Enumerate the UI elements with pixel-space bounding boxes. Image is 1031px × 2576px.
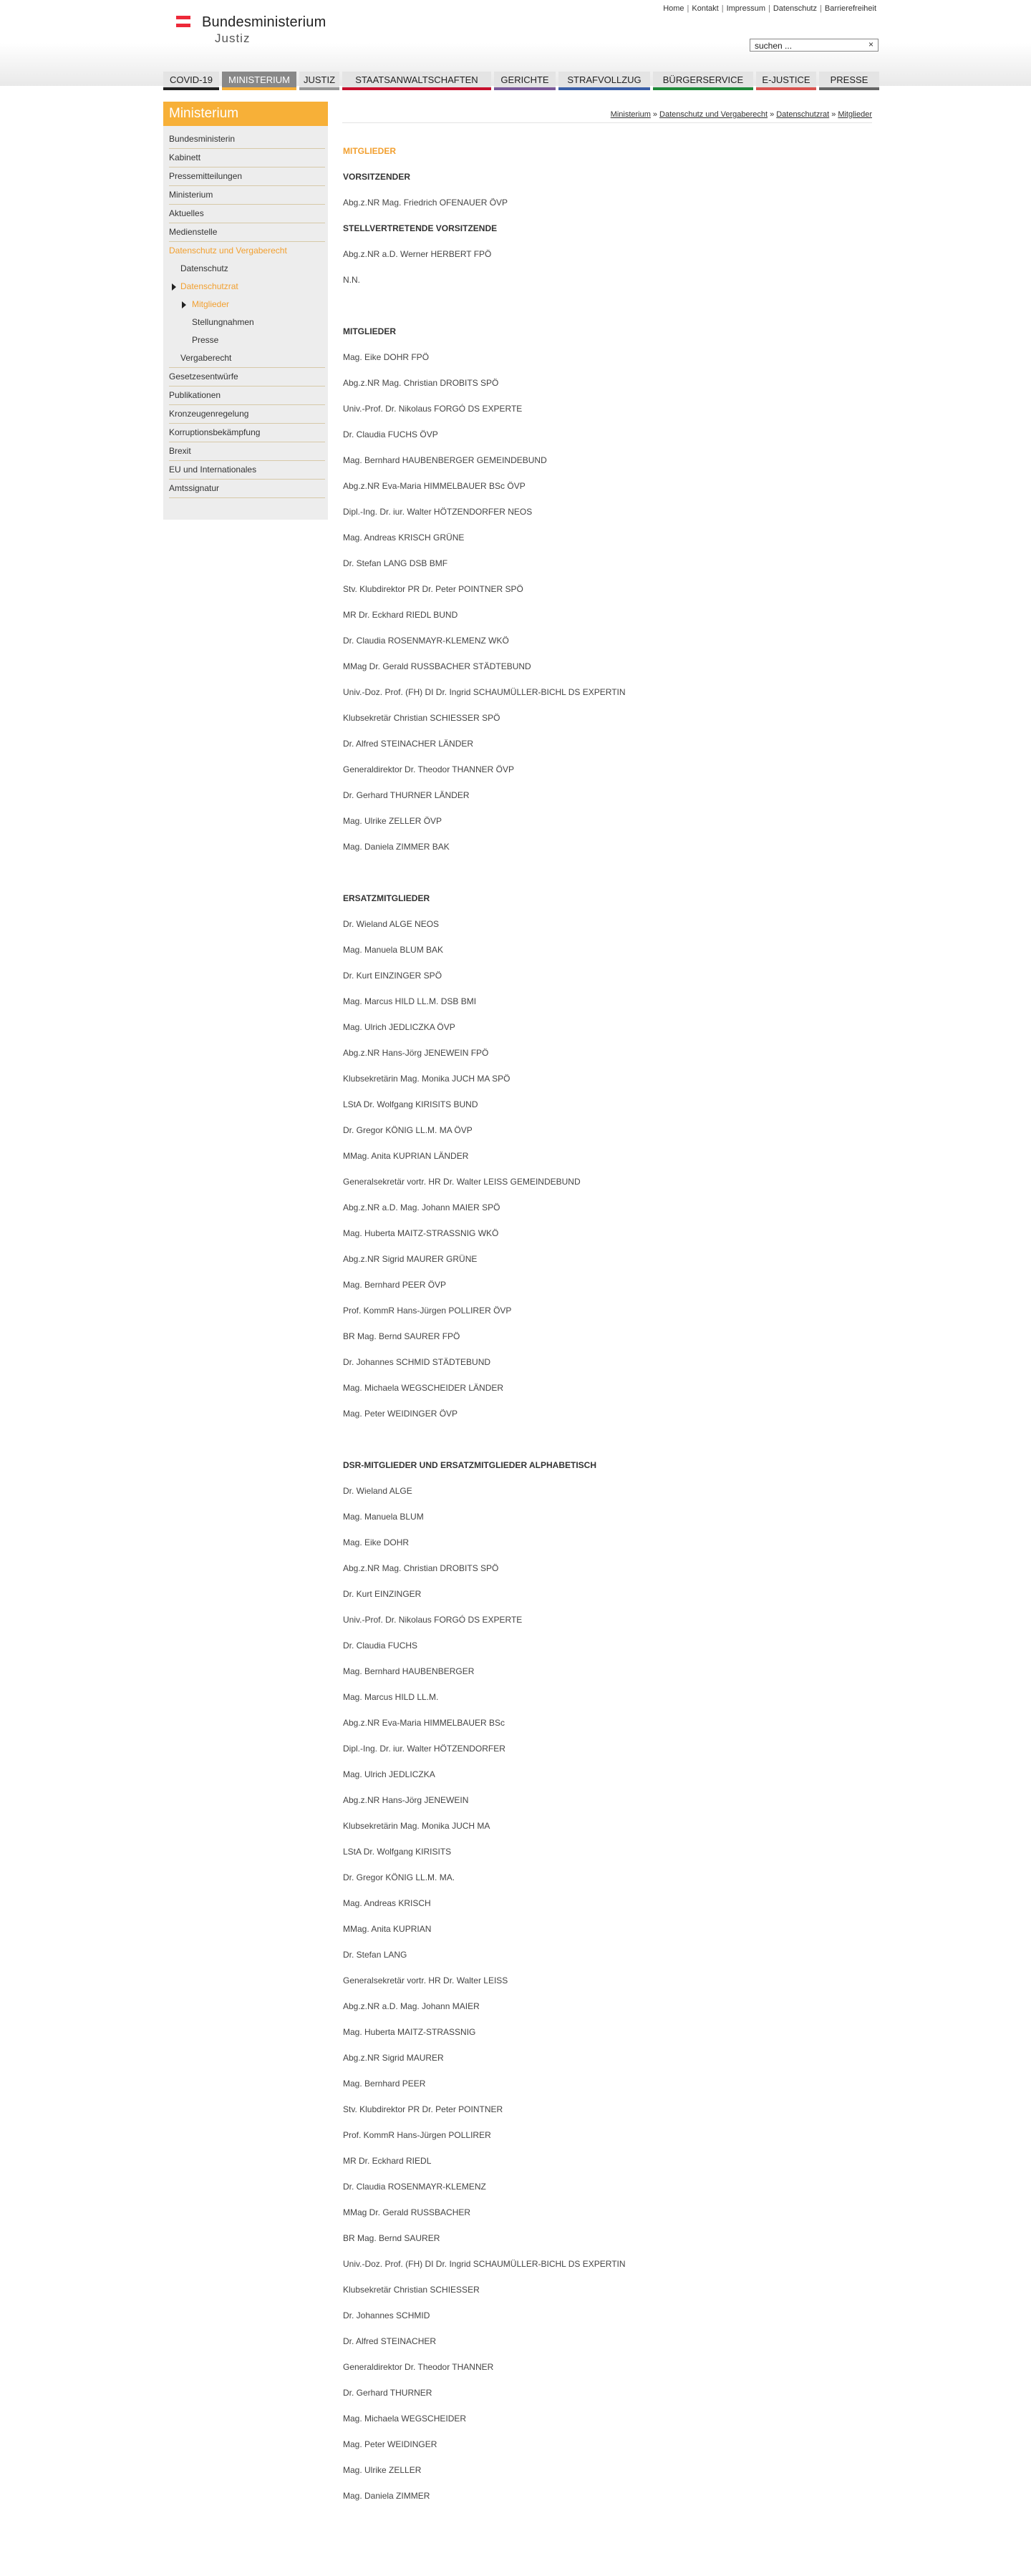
sidebar-title: Ministerium bbox=[163, 102, 328, 126]
member-entry: Mag. Manuela BLUM bbox=[343, 1512, 424, 1522]
member-entry: MR Dr. Eckhard RIEDL BUND bbox=[343, 610, 458, 620]
nav-tab-gerichte[interactable] bbox=[494, 72, 556, 90]
member-entry: MMag Dr. Gerald RUSSBACHER bbox=[343, 2207, 471, 2217]
mitglieder-list bbox=[343, 352, 858, 867]
member-entry: Abg.z.NR a.D. Mag. Johann MAIER SPÖ bbox=[343, 1202, 500, 1212]
member-entry: MR Dr. Eckhard RIEDL bbox=[343, 2156, 432, 2166]
search-box bbox=[750, 39, 878, 52]
member-entry: Mag. Ulrike ZELLER ÖVP bbox=[343, 816, 442, 826]
top-link-separator: | bbox=[820, 4, 822, 13]
page-title: MITGLIEDER bbox=[343, 146, 396, 156]
member-entry: Dr. Gerhard THURNER LÄNDER bbox=[343, 790, 470, 800]
member-entry: Mag. Marcus HILD LL.M. DSB BMI bbox=[343, 996, 477, 1006]
member-entry: Abg.z.NR Mag. Christian DROBITS SPÖ bbox=[343, 1563, 499, 1573]
member-entry: Mag. Bernhard HAUBENBERGER bbox=[343, 1666, 475, 1676]
nav-tab-label: STAATSANWALTSCHAFTEN bbox=[355, 74, 478, 85]
member-entry: LStA Dr. Wolfgang KIRISITS BUND bbox=[343, 1099, 478, 1109]
sidebar-item-mitglieder[interactable] bbox=[169, 296, 325, 314]
member-entry: Dr. Gerhard THURNER bbox=[343, 2388, 432, 2398]
member-entry: Abg.z.NR Eva-Maria HIMMELBAUER BSc bbox=[343, 1718, 505, 1728]
member-entry: Stv. Klubdirektor PR Dr. Peter POINTNER bbox=[343, 2104, 503, 2114]
member-entry: Mag. Bernhard PEER bbox=[343, 2079, 426, 2089]
member-entry: Mag. Bernhard PEER ÖVP bbox=[343, 1280, 447, 1290]
sidebar-item-eu-internationales[interactable]: EU und Internationales bbox=[169, 461, 325, 480]
nav-tab-staatsanwaltschaften[interactable] bbox=[342, 72, 491, 90]
member-entry: Mag. Ulrich JEDLICZKA ÖVP bbox=[343, 1022, 455, 1032]
member-entry: MMag. Anita KUPRIAN bbox=[343, 1924, 432, 1934]
sidebar-item-label: Datenschutzrat bbox=[180, 281, 238, 291]
breadcrumb-separator: » bbox=[770, 110, 775, 119]
member-entry: Klubsekretärin Mag. Monika JUCH MA SPÖ bbox=[343, 1074, 510, 1084]
breadcrumb-link[interactable]: Datenschutz und Vergaberecht bbox=[659, 110, 768, 119]
sidebar-item-ministerium[interactable]: Ministerium bbox=[169, 186, 325, 205]
member-entry: Abg.z.NR Sigrid MAURER GRÜNE bbox=[343, 1254, 478, 1264]
top-link-datenschutz[interactable]: Datenschutz bbox=[773, 4, 817, 13]
sidebar-item-amtssignatur[interactable]: Amtssignatur bbox=[169, 480, 325, 498]
nav-tab-strafvollzug[interactable] bbox=[558, 72, 650, 90]
sidebar-item-label: Mitglieder bbox=[192, 299, 230, 309]
top-links bbox=[660, 4, 879, 13]
breadcrumb-link[interactable]: Datenschutzrat bbox=[776, 110, 830, 119]
member-entry: Dipl.-Ing. Dr. iur. Walter HÖTZENDORFER NEOS bbox=[343, 507, 533, 517]
member-entry: Generalsekretär vortr. HR Dr. Walter LEISS bbox=[343, 1975, 508, 1986]
top-link-home[interactable]: Home bbox=[663, 4, 684, 13]
member-entry: MMag. Anita KUPRIAN LÄNDER bbox=[343, 1151, 469, 1161]
ersatz-list bbox=[343, 919, 858, 1434]
member-entry: Univ.-Prof. Dr. Nikolaus FORGÓ DS EXPERTE bbox=[343, 1615, 523, 1625]
sidebar-item-datenschutzrat[interactable] bbox=[169, 278, 325, 296]
sidebar-item-vergaberecht[interactable]: Vergaberecht bbox=[169, 349, 325, 368]
logo-subtitle: Justiz bbox=[215, 31, 251, 45]
sidebar-item-bundesministerin[interactable]: Bundesministerin bbox=[169, 130, 325, 149]
nav-tab-color-bar bbox=[653, 87, 753, 90]
member-entry: Mag. Andreas KRISCH GRÜNE bbox=[343, 533, 465, 543]
member-entry: Univ.-Doz. Prof. (FH) DI Dr. Ingrid SCHAUMÜLLER-BICHL DS EXPERTIN bbox=[343, 687, 626, 697]
alpha-list bbox=[343, 1486, 858, 2517]
member-entry: Abg.z.NR Mag. Friedrich OFENAUER ÖVP bbox=[343, 198, 508, 208]
sidebar-item-gesetzesentwuerfe[interactable]: Gesetzesentwürfe bbox=[169, 368, 325, 387]
sidebar-item-kronzeugenregelung[interactable]: Kronzeugenregelung bbox=[169, 405, 325, 424]
member-entry: Mag. Ulrich JEDLICZKA bbox=[343, 1769, 435, 1779]
member-entry: Mag. Eike DOHR FPÖ bbox=[343, 352, 430, 362]
caret-right-icon bbox=[182, 301, 186, 308]
breadcrumb-link[interactable]: Ministerium bbox=[610, 110, 651, 119]
logo-title: Bundesministerium bbox=[202, 14, 326, 30]
vorsitz-list bbox=[343, 198, 858, 223]
member-entry: Mag. Bernhard HAUBENBERGER GEMEINDEBUND bbox=[343, 455, 547, 465]
member-entry: Dr. Kurt EINZINGER SPÖ bbox=[343, 971, 442, 981]
section-heading-mitglieder: MITGLIEDER bbox=[343, 326, 396, 336]
sidebar bbox=[163, 102, 328, 520]
member-entry: Abg.z.NR Eva-Maria HIMMELBAUER BSc ÖVP bbox=[343, 481, 526, 491]
top-link-separator: | bbox=[687, 4, 689, 13]
sidebar-item-datenschutz[interactable]: Datenschutz bbox=[180, 263, 228, 273]
member-entry: Mag. Manuela BLUM BAK bbox=[343, 945, 444, 955]
member-entry: Dr. Stefan LANG bbox=[343, 1950, 407, 1960]
member-entry: Mag. Marcus HILD LL.M. bbox=[343, 1692, 439, 1702]
sidebar-item-stellungnahmen[interactable]: Stellungnahmen bbox=[192, 317, 254, 327]
nav-tab-ministerium[interactable] bbox=[222, 72, 296, 90]
member-entry: Abg.z.NR Sigrid MAURER bbox=[343, 2053, 444, 2063]
member-entry: Mag. Daniela ZIMMER bbox=[343, 2491, 430, 2501]
member-entry: Generaldirektor Dr. Theodor THANNER ÖVP bbox=[343, 764, 514, 774]
sidebar-item-korruptionsbekaempfung[interactable]: Korruptionsbekämpfung bbox=[169, 424, 325, 442]
nav-tab-color-bar bbox=[756, 87, 816, 90]
member-entry: Mag. Huberta MAITZ-STRASSNIG WKÖ bbox=[343, 1228, 499, 1238]
member-entry: Dr. Gregor KÖNIG LL.M. MA ÖVP bbox=[343, 1125, 473, 1135]
nav-tab-color-bar bbox=[299, 87, 339, 90]
member-entry: Klubsekretär Christian SCHIESSER SPÖ bbox=[343, 713, 500, 723]
section-heading-ersatzmitglieder: ERSATZMITGLIEDER bbox=[343, 893, 430, 903]
nav-tab-color-bar bbox=[222, 87, 296, 90]
nav-tab-color-bar bbox=[819, 87, 879, 90]
breadcrumb-link[interactable]: Mitglieder bbox=[838, 110, 872, 119]
member-entry: Dipl.-Ing. Dr. iur. Walter HÖTZENDORFER bbox=[343, 1744, 505, 1754]
top-link-impressum[interactable]: Impressum bbox=[726, 4, 765, 13]
member-entry: Dr. Claudia FUCHS ÖVP bbox=[343, 429, 438, 439]
member-entry: Abg.z.NR a.D. Werner HERBERT FPÖ bbox=[343, 249, 492, 259]
close-icon[interactable]: × bbox=[868, 39, 873, 49]
member-entry: Mag. Andreas KRISCH bbox=[343, 1898, 431, 1908]
member-entry: Mag. Michaela WEGSCHEIDER bbox=[343, 2414, 467, 2424]
section-heading-stellvertretende: STELLVERTRETENDE VORSITZENDE bbox=[343, 223, 498, 233]
member-entry: Dr. Wieland ALGE bbox=[343, 1486, 412, 1496]
nav-tab-color-bar bbox=[494, 87, 556, 90]
top-link-separator: | bbox=[721, 4, 724, 13]
sidebar-item-medienstelle[interactable]: Medienstelle bbox=[169, 223, 325, 242]
nav-tab-label: MINISTERIUM bbox=[228, 74, 290, 85]
sidebar-item-brexit[interactable]: Brexit bbox=[169, 442, 325, 461]
section-heading-vorsitzender: VORSITZENDER bbox=[343, 172, 411, 182]
nav-tab-label: GERICHTE bbox=[500, 74, 549, 85]
member-entry: Univ.-Doz. Prof. (FH) DI Dr. Ingrid SCHAUMÜLLER-BICHL DS EXPERTIN bbox=[343, 2259, 626, 2269]
member-entry: Dr. Claudia ROSENMAYR-KLEMENZ bbox=[343, 2182, 486, 2192]
member-entry: Mag. Eike DOHR bbox=[343, 1537, 410, 1547]
member-entry: Abg.z.NR Hans-Jörg JENEWEIN FPÖ bbox=[343, 1048, 489, 1058]
nav-tab-color-bar bbox=[342, 87, 491, 90]
nav-tab-covid[interactable] bbox=[163, 72, 219, 90]
nav-tab-label: PRESSE bbox=[830, 74, 868, 85]
member-entry: Dr. Kurt EINZINGER bbox=[343, 1589, 422, 1599]
member-entry: Dr. Johannes SCHMID STÄDTEBUND bbox=[343, 1357, 491, 1367]
member-entry: MMag Dr. Gerald RUSSBACHER STÄDTEBUND bbox=[343, 661, 531, 671]
member-entry: Abg.z.NR a.D. Mag. Johann MAIER bbox=[343, 2001, 480, 2011]
member-entry: Mag. Huberta MAITZ-STRASSNIG bbox=[343, 2027, 476, 2037]
caret-right-icon bbox=[172, 283, 176, 291]
sidebar-item-datenschutz-vergaberecht[interactable]: Datenschutz und Vergaberecht bbox=[169, 246, 287, 256]
member-entry: LStA Dr. Wolfgang KIRISITS bbox=[343, 1847, 452, 1857]
member-entry: Dr. Alfred STEINACHER bbox=[343, 2336, 437, 2346]
member-entry: Abg.z.NR Mag. Christian DROBITS SPÖ bbox=[343, 378, 499, 388]
nav-tab-label: BÜRGERSERVICE bbox=[662, 74, 744, 85]
flag-stripe-bottom bbox=[176, 24, 190, 27]
sidebar-item-presse[interactable]: Presse bbox=[192, 335, 219, 345]
breadcrumb-separator: » bbox=[831, 110, 836, 119]
top-link-barrierefreiheit[interactable]: Barrierefreiheit bbox=[824, 4, 876, 13]
nav-tab-label: E-JUSTICE bbox=[762, 74, 810, 85]
main-navigation bbox=[163, 70, 879, 94]
section-heading-alphabetisch: DSR-MITGLIEDER UND ERSATZMITGLIEDER ALPHABETISCH bbox=[343, 1460, 596, 1470]
nav-tab-label: COVID-19 bbox=[170, 74, 213, 85]
member-entry: Stv. Klubdirektor PR Dr. Peter POINTNER SPÖ bbox=[343, 584, 523, 594]
main-content bbox=[343, 146, 858, 2517]
nav-tab-e-justice[interactable] bbox=[756, 72, 816, 90]
breadcrumb bbox=[342, 110, 872, 123]
member-entry: Generaldirektor Dr. Theodor THANNER bbox=[343, 2362, 494, 2372]
member-entry: Mag. Peter WEIDINGER ÖVP bbox=[343, 1409, 458, 1419]
breadcrumb-separator: » bbox=[652, 110, 658, 119]
member-entry: Prof. KommR Hans-Jürgen POLLIRER ÖVP bbox=[343, 1306, 512, 1316]
member-entry: Dr. Wieland ALGE NEOS bbox=[343, 919, 440, 929]
stellv-list bbox=[343, 249, 858, 301]
nav-tab-justiz[interactable] bbox=[299, 72, 339, 90]
member-entry: BR Mag. Bernd SAURER bbox=[343, 2233, 440, 2243]
sidebar-item-pressemitteilungen[interactable]: Pressemitteilungen bbox=[169, 167, 325, 186]
sidebar-item-kabinett[interactable]: Kabinett bbox=[169, 149, 325, 167]
member-entry: Dr. Gregor KÖNIG LL.M. MA. bbox=[343, 1872, 455, 1882]
member-entry: Generalsekretär vortr. HR Dr. Walter LEISS GEMEINDEBUND bbox=[343, 1177, 581, 1187]
member-entry: Mag. Ulrike ZELLER bbox=[343, 2465, 422, 2475]
member-entry: Mag. Daniela ZIMMER BAK bbox=[343, 842, 450, 852]
member-entry: Klubsekretärin Mag. Monika JUCH MA bbox=[343, 1821, 490, 1831]
search-input[interactable] bbox=[755, 41, 862, 51]
austria-flag-icon bbox=[176, 16, 190, 27]
member-entry: BR Mag. Bernd SAURER FPÖ bbox=[343, 1331, 460, 1341]
member-entry: N.N. bbox=[343, 275, 360, 285]
member-entry: Dr. Johannes SCHMID bbox=[343, 2310, 430, 2320]
sidebar-menu bbox=[163, 126, 328, 520]
top-link-kontakt[interactable]: Kontakt bbox=[692, 4, 719, 13]
nav-tab-color-bar bbox=[163, 87, 219, 90]
nav-tab-label: STRAFVOLLZUG bbox=[567, 74, 642, 85]
sidebar-item-aktuelles[interactable]: Aktuelles bbox=[169, 205, 325, 223]
nav-tab-label: JUSTIZ bbox=[303, 74, 336, 85]
member-entry: Dr. Stefan LANG DSB BMF bbox=[343, 558, 448, 568]
member-entry: Mag. Michaela WEGSCHEIDER LÄNDER bbox=[343, 1383, 504, 1393]
nav-tab-buergerservice[interactable] bbox=[653, 72, 753, 90]
nav-tab-presse[interactable] bbox=[819, 72, 879, 90]
member-entry: Dr. Claudia ROSENMAYR-KLEMENZ WKÖ bbox=[343, 636, 509, 646]
member-entry: Dr. Alfred STEINACHER LÄNDER bbox=[343, 739, 474, 749]
member-entry: Prof. KommR Hans-Jürgen POLLIRER bbox=[343, 2130, 491, 2140]
nav-tab-color-bar bbox=[558, 87, 650, 90]
top-link-separator: | bbox=[768, 4, 770, 13]
sidebar-item-publikationen[interactable]: Publikationen bbox=[169, 387, 325, 405]
member-entry: Abg.z.NR Hans-Jörg JENEWEIN bbox=[343, 1795, 469, 1805]
member-entry: Mag. Peter WEIDINGER bbox=[343, 2439, 437, 2449]
member-entry: Univ.-Prof. Dr. Nikolaus FORGÓ DS EXPERTE bbox=[343, 404, 523, 414]
member-entry: Klubsekretär Christian SCHIESSER bbox=[343, 2285, 480, 2295]
member-entry: Dr. Claudia FUCHS bbox=[343, 1641, 418, 1651]
